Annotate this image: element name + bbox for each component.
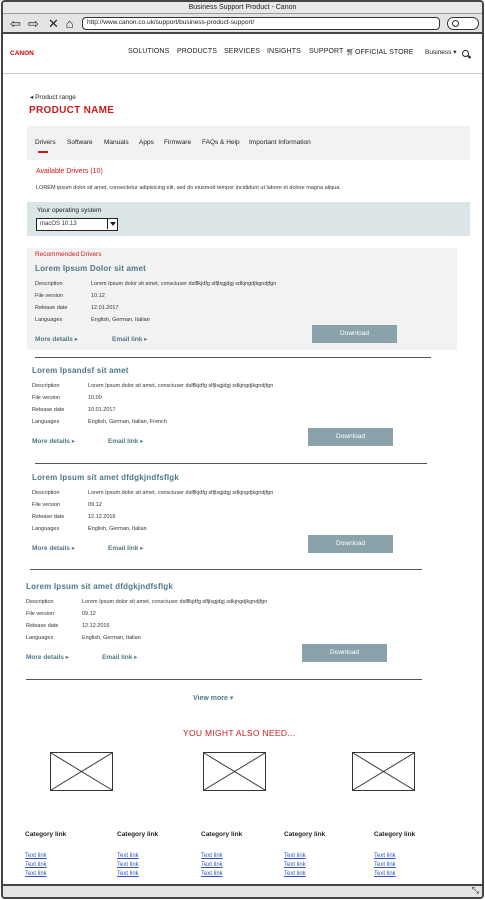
footer-text-link[interactable]: Text link [25,853,47,859]
tab-important-information[interactable]: Important Information [249,139,311,146]
footer-text-link[interactable]: Text link [201,871,223,877]
footer-category-link[interactable]: Category link [201,831,243,838]
recommended-driver-card: Recommended Drivers Lorem Ipsum Dolor sit amet Description Lorem Ipsum dolor sit amet, consciuser dslflkjdfg slfjlsgjdgj sdkjngdjkgndjfgn File version 10.12 Release date 12.01.2017 Languages English, German, Italian More details ▸ Email link ▸ Download [27,248,457,350]
divider [35,357,431,358]
caret-down-icon: ▾ [453,49,457,56]
back-link[interactable] [30,93,76,101]
recommended-label: Recommended Drivers [35,251,102,258]
search-icon[interactable] [462,50,469,57]
chevron-right-icon: ▸ [140,438,144,445]
email-link[interactable]: Email link ▸ [108,545,144,552]
footer-text-link[interactable]: Text link [25,871,47,877]
tab-firmware[interactable]: Firmware [164,139,192,146]
menu-solutions[interactable]: SOLUTIONS [128,48,170,55]
image-placeholder[interactable] [203,752,266,791]
footer-text-link[interactable]: Text link [117,853,139,859]
footer-text-link[interactable]: Text link [284,853,306,859]
download-button[interactable]: Download [312,325,397,343]
download-button[interactable]: Download [302,644,387,662]
browser-toolbar [3,14,482,34]
divider [30,569,422,570]
menu-services[interactable]: SERVICES [224,48,261,55]
site-header [3,36,482,74]
footer-text-link[interactable]: Text link [25,862,47,868]
might-also-need-heading: YOU MIGHT ALSO NEED... [183,728,296,738]
footer-text-link[interactable]: Text link [201,853,223,859]
back-link-label: Product range [35,94,76,101]
footer-text-link[interactable]: Text link [201,862,223,868]
canon-logo[interactable]: CANON [10,50,34,57]
forward-arrow-icon[interactable]: ⇨ [28,16,39,31]
browser-window [1,0,484,899]
window-title: Business Support Product - Canon [3,2,482,14]
driver-card: Lorem Ipsum sit amet dfdgkjndfsflgk Description Lorem Ipsum dolor sit amet, consciuser dslflkjdfg slfjlsgjdgj sdkjngdjkgndjfgn File version 09.12 Release date 12.12.2016 Languages English, German, Italian More details ▸ Email link ▸ Download [32,473,462,563]
more-details-link[interactable]: More details ▸ [35,336,79,343]
email-link[interactable]: Email link ▸ [108,438,144,445]
url-bar[interactable]: http://www.canon.co.uk/support/business-product-support/ [82,17,440,30]
chevron-down-icon: ▾ [229,695,234,702]
driver-name[interactable]: Lorem Ipsum sit amet dfdgkjndfsflgk [26,582,174,591]
footer-text-link[interactable]: Text link [374,853,396,859]
tab-software[interactable]: Software [67,139,93,146]
os-label: Your operating system [37,207,102,214]
close-icon[interactable]: ✕ [48,16,59,31]
chevron-right-icon: ▸ [144,336,148,343]
footer-category-link[interactable]: Category link [284,831,326,838]
chevron-right-icon: ▸ [71,438,76,445]
tab-apps[interactable]: Apps [139,139,154,146]
back-arrow-icon[interactable]: ⇦ [10,16,21,31]
download-button[interactable]: Download [308,535,393,553]
driver-name[interactable]: Lorem Ipsandsf sit amet [32,366,129,375]
view-more-link[interactable]: View more ▾ [193,695,234,702]
image-placeholder[interactable] [50,752,113,791]
driver-name[interactable]: Lorem Ipsum Dolor sit amet [35,264,146,273]
menu-products[interactable]: PRODUCTS [177,48,218,55]
cart-icon: 🛒︎ [346,49,355,56]
footer-category-link[interactable]: Category link [374,831,416,838]
available-drivers-title: Available Drivers (10) [36,168,103,175]
footer-text-link[interactable]: Text link [374,862,396,868]
more-details-link[interactable]: More details ▸ [32,438,76,445]
footer-category-link[interactable]: Category link [117,831,159,838]
driver-name[interactable]: Lorem Ipsum sit amet dfdgkjndfsflgk [32,473,180,482]
image-placeholder[interactable] [352,752,415,791]
menu-official-store[interactable] [346,48,414,56]
menu-support[interactable]: SUPPORT [309,48,344,55]
status-bar [3,884,482,897]
tab-manuals[interactable]: Manuals [104,139,129,146]
footer-text-link[interactable]: Text link [117,862,139,868]
footer-text-link[interactable]: Text link [117,871,139,877]
page-title: PRODUCT NAME [29,105,115,116]
footer-category-link[interactable]: Category link [25,831,67,838]
product-tabs [27,126,470,160]
browser-search-icon[interactable] [447,17,479,30]
email-link[interactable]: Email link ▸ [112,336,148,343]
email-link[interactable]: Email link ▸ [102,654,138,661]
chevron-left-icon: ◂ [30,94,34,101]
dropdown-arrow-icon[interactable] [107,219,117,229]
chevron-right-icon: ▸ [65,654,70,661]
business-label: Business [425,49,452,56]
more-details-link[interactable]: More details ▸ [32,545,76,552]
divider [35,463,427,464]
menu-insights[interactable]: INSIGHTS [267,48,301,55]
footer-text-link[interactable]: Text link [374,871,396,877]
official-store-label: OFFICIAL STORE [355,49,414,56]
available-drivers-description: LOREM ipsum dolor sit amet, consectetur adipisicing elit, sed do eiusmod tempor incididunt ut labore et dolore magna aliqua. [36,185,341,191]
more-details-link[interactable]: More details ▸ [26,654,70,661]
chevron-right-icon: ▸ [74,336,79,343]
tab-drivers[interactable]: Drivers [35,139,56,146]
os-select[interactable] [36,218,118,231]
footer-text-link[interactable]: Text link [284,862,306,868]
driver-card: Lorem Ipsum sit amet dfdgkjndfsflgk Description Lorem Ipsum dolor sit amet, consciuser dslflkjdfg slfjlsgjdgj sdkjngdjkgndjfgn File version 09.12 Release date 12.12.2016 Languages English, German, Italian More details ▸ Email link ▸ Download [26,582,456,672]
download-button[interactable]: Download [308,428,393,446]
chevron-right-icon: ▸ [140,545,144,552]
chevron-right-icon: ▸ [134,654,138,661]
divider [26,679,422,680]
footer-text-link[interactable]: Text link [284,871,306,877]
home-icon[interactable]: ⌂ [65,16,74,31]
tab-faqs-help[interactable]: FAQs & Help [202,139,240,146]
driver-card: Lorem Ipsandsf sit amet Description Lorem Ipsum dolor sit amet, consciuser dslflkjdfg slfjlsgjdgj sdkjngdjkgndjfgn File version 10.00 Release date 10.01.2017 Languages English, German, Italian, French More details ▸ Email link ▸ Download [32,366,462,456]
business-dropdown[interactable] [425,48,456,56]
chevron-right-icon: ▸ [71,545,76,552]
os-selector-panel [27,202,470,236]
os-selected-value: macOS 10.13 [40,221,77,227]
